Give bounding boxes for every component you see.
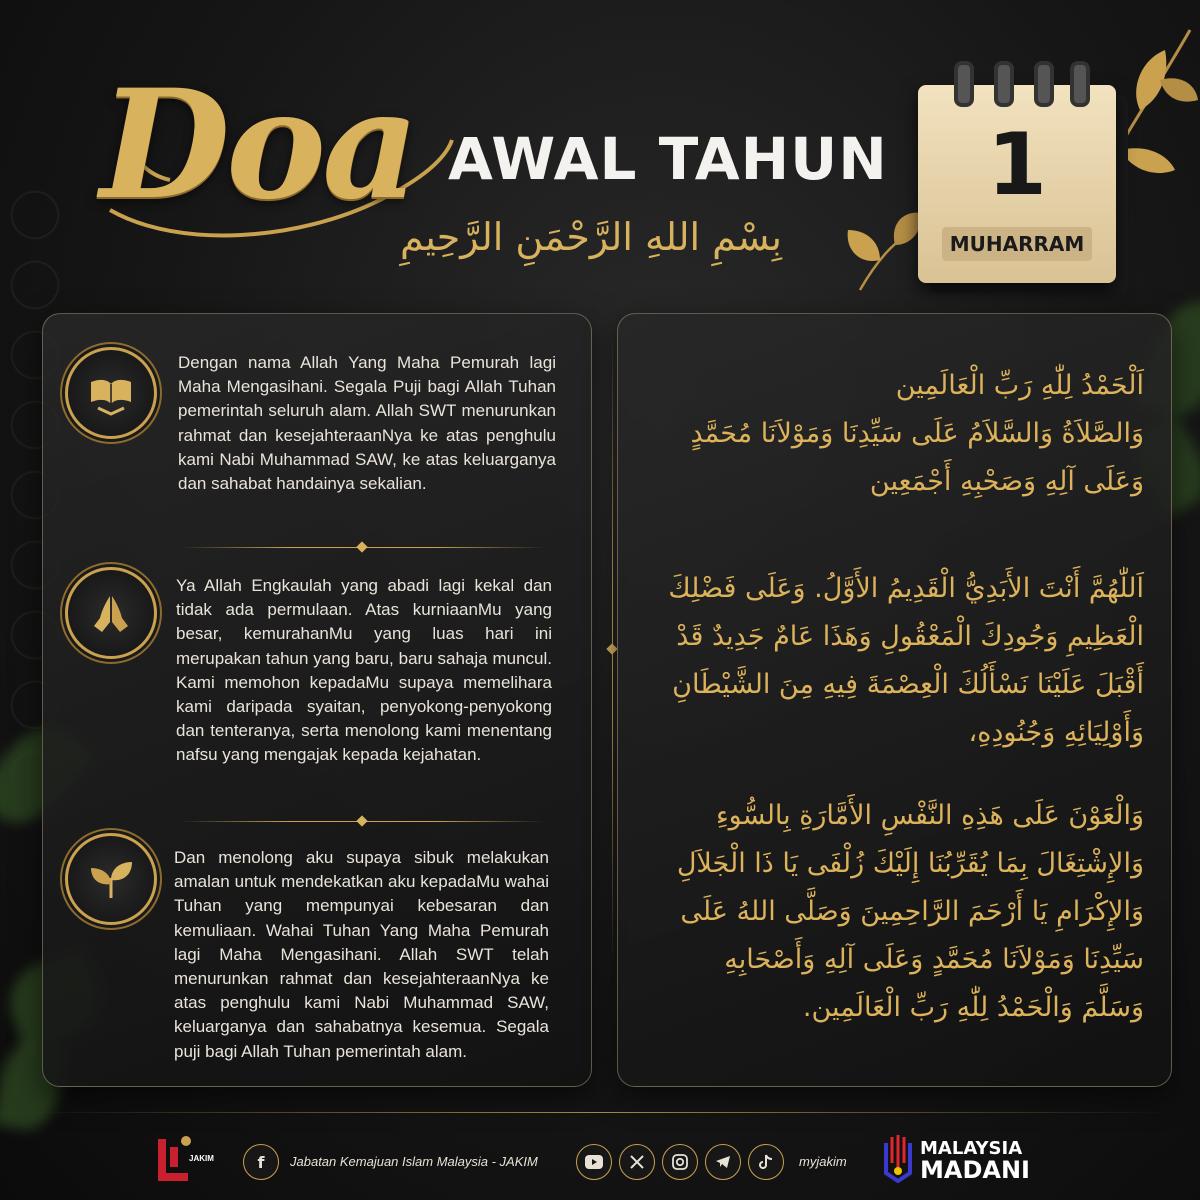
arabic-line: وَأَوْلِيَائِهِ وَجُنُودِهِ، bbox=[968, 717, 1144, 748]
instagram-icon[interactable] bbox=[662, 1144, 698, 1180]
arabic-line: وَالْعَوْنَ عَلَى هَذِهِ النَّفْسِ الأَمَّارَةِ بِالسُّوءِ bbox=[715, 800, 1144, 831]
social-handle[interactable]: myjakim bbox=[799, 1154, 847, 1169]
arabic-line: اَلْحَمْدُ لِلّٰهِ رَبِّ الْعَالَمِين bbox=[895, 370, 1144, 401]
madani-logo-line1: MALAYSIA bbox=[920, 1138, 1023, 1159]
praying-hands-icon bbox=[65, 567, 157, 659]
calendar-day: 1 bbox=[987, 115, 1047, 215]
calendar-ring bbox=[954, 61, 974, 107]
calendar-month: MUHARRAM bbox=[942, 227, 1092, 261]
footer-divider bbox=[30, 1112, 1170, 1113]
youtube-icon[interactable] bbox=[576, 1144, 612, 1180]
calendar-ring bbox=[994, 61, 1014, 107]
tiktok-icon[interactable] bbox=[748, 1144, 784, 1180]
facebook-icon[interactable]: f bbox=[243, 1144, 279, 1180]
page-title: AWAL TAHUN bbox=[448, 125, 888, 193]
arabic-line: أَقْبَلَ عَلَيْنَا نَسْأَلُكَ الْعِصْمَةَ فِيهِ مِنَ الشَّيْطَانِ bbox=[672, 669, 1144, 700]
x-icon[interactable] bbox=[619, 1144, 655, 1180]
divider-diamond bbox=[606, 643, 617, 654]
calendar-ring bbox=[1070, 61, 1090, 107]
jakim-logo-text: JAKIM bbox=[189, 1154, 214, 1163]
arabic-line: وَالإِكْرَامِ يَا أَرْحَمَ الرَّاحِمِينَ وَصَلَّى اللهُ عَلَى bbox=[680, 896, 1144, 927]
bismillah-text: بِسْمِ اللهِ الرَّحْمَنِ الرَّحِيمِ bbox=[400, 215, 782, 259]
arabic-line: وَعَلَى آلِهِ وَصَحْبِهِ أَجْمَعِين bbox=[869, 466, 1144, 497]
arabic-line: وَسَلَّمَ وَالْحَمْدُ لِلّٰهِ رَبِّ الْعَالَمِين. bbox=[802, 992, 1144, 1023]
translation-paragraph: Dengan nama Allah Yang Maha Pemurah lagi Maha Mengasihani. Segala Puji bagi Allah Tuhan pemerintah seluruh alam. Allah SWT menurunkan rahmat dan kesejahteraanNya ke atas penghulu kami Nabi Muhammad SAW, ke atas keluarganya dan sahabat handainya sekalian. bbox=[178, 353, 556, 494]
arabic-line: وَالصَّلاَةُ وَالسَّلاَمُ عَلَى سَيِّدِنَا وَمَوْلاَنَا مُحَمَّدٍ bbox=[690, 418, 1144, 449]
page-title-script: Doa bbox=[100, 57, 416, 233]
calendar-icon bbox=[918, 85, 1116, 283]
translation-paragraph: Dan menolong aku supaya sibuk melakukan amalan untuk mendekatkan aku kepadaMu wahai Tuhan yang mempunyai kebesaran dan kemuliaan. Wahai Tuhan Yang Maha Pemurah lagi Maha Mengasihani. Allah SWT telah menurunkan rahmat dan kesejahteraanNya ke atas penghulu kami Nabi Muhammad SAW, keluarganya dan sahabatnya kesemua. Segala puji bagi Allah Tuhan pemerintah alam. bbox=[174, 848, 549, 1061]
arabic-line: سَيِّدِنَا وَمَوْلاَنَا مُحَمَّدٍ وَعَلَى آلِهِ وَأَصْحَابِهِ bbox=[724, 944, 1144, 975]
calendar-ring bbox=[1034, 61, 1054, 107]
gold-leaf-decoration bbox=[840, 205, 930, 295]
facebook-page-link[interactable]: Jabatan Kemajuan Islam Malaysia - JAKIM bbox=[290, 1154, 538, 1169]
madani-logo-line2: MADANI bbox=[920, 1156, 1030, 1184]
arabic-line: الْعَظِيمِ وَجُودِكَ الْمَعْقُولِ وَهَذَا عَامٌ جَدِيدٌ قَدْ bbox=[676, 621, 1144, 652]
arabic-line: وَالإِشْتِغَالَ بِمَا يُقَرِّبُنَا إِلَيْكَ زُلْفَى يَا ذَا الْجَلاَلِ bbox=[676, 848, 1144, 879]
telegram-icon[interactable] bbox=[705, 1144, 741, 1180]
quran-book-icon bbox=[65, 347, 157, 439]
translation-paragraph: Ya Allah Engkaulah yang abadi lagi kekal dan tidak ada permulaan. Atas kurniaanMu yang besar, kemurahanMu yang luas hari ini merupakan tahun yang baru, baru sahaja muncul. Kami memohon kepadaMu supaya memelihara kami daripada syaitan, penyokong-penyokong dan tenteranya, serta menolong kami menentang nafsu yang mengajak kepada kejahatan. bbox=[176, 576, 552, 765]
sprout-icon bbox=[65, 833, 157, 925]
arabic-line: اَللّٰهُمَّ أَنْتَ الأَبَدِيُّ الْقَدِيمُ الأَوَّلُ. وَعَلَى فَضْلِكَ bbox=[668, 573, 1144, 604]
malaysia-madani-logo bbox=[880, 1133, 918, 1183]
